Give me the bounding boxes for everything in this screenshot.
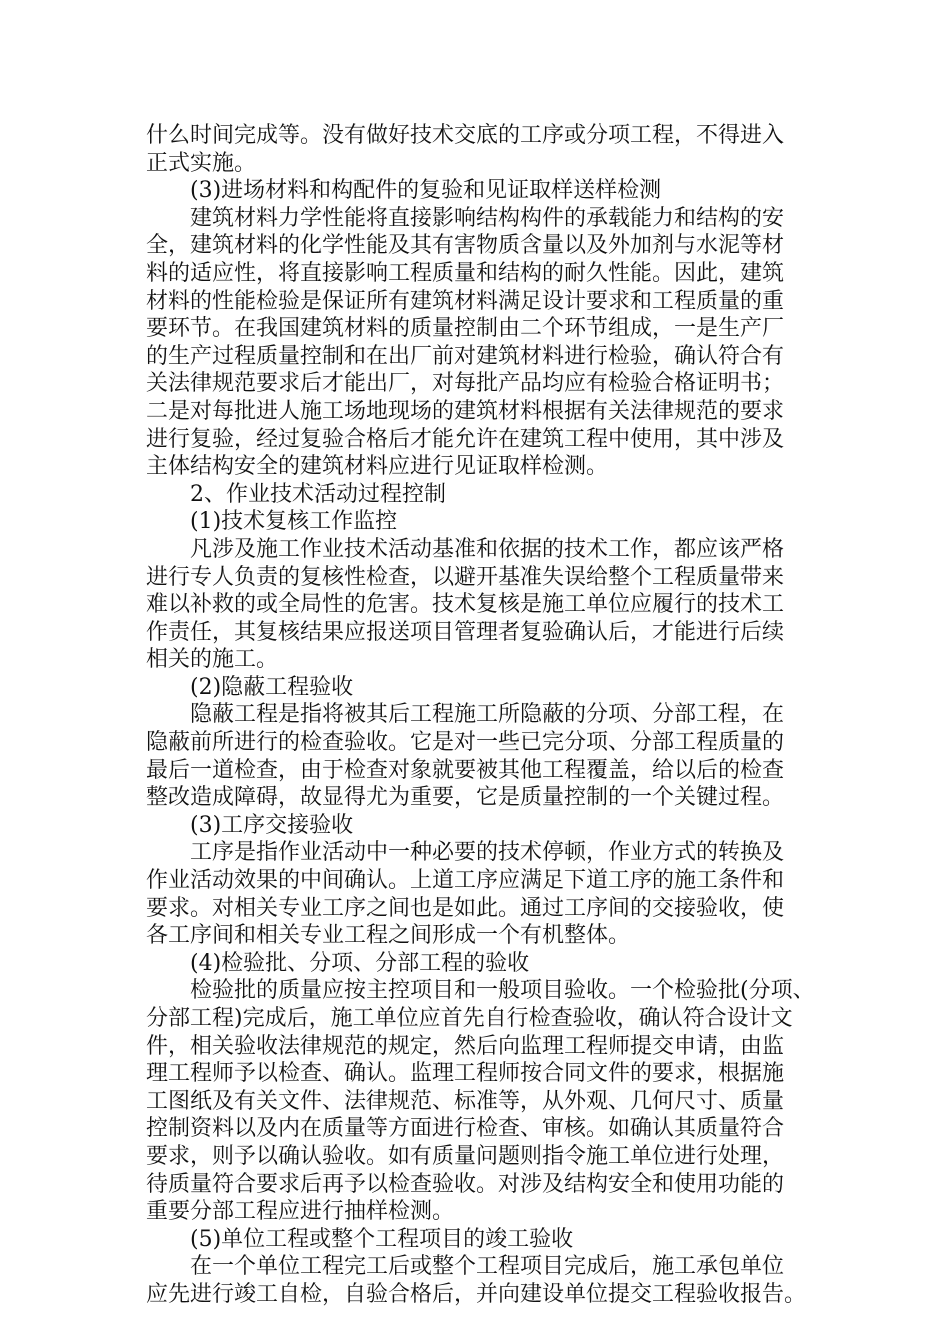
text-line: 待质量符合要求后再予以检查验收。对涉及结构安全和使用功能的 bbox=[146, 1171, 785, 1197]
text-line: 检验批的质量应按主控项目和一般项目验收。一个检验批(分项、 bbox=[190, 978, 815, 1004]
text-line: 的生产过程质量控制和在出厂前对建筑材料进行检验，确认符合有 bbox=[146, 343, 785, 369]
text-line: 要求，则予以确认验收。如有质量问题则指令施工单位进行处理， bbox=[146, 1143, 785, 1169]
text-line: 进行专人负责的复核性检查，以避开基准失误给整个工程质量带来 bbox=[146, 564, 785, 590]
text-line: 主体结构安全的建筑材料应进行见证取样检测。 bbox=[146, 454, 609, 480]
paragraph bbox=[146, 122, 826, 177]
text-line: 要求。对相关专业工序之间也是如此。通过工序间的交接验收，使 bbox=[146, 895, 785, 921]
text-line: (4)检验批、分项、分部工程的验收 bbox=[190, 950, 530, 976]
text-line: 最后一道检查，由于检查对象就要被其他工程覆盖，给以后的检查 bbox=[146, 757, 785, 783]
paragraph bbox=[146, 812, 826, 840]
text-line: 隐蔽前所进行的检查验收。它是对一些已完分项、分部工程质量的 bbox=[146, 730, 785, 756]
text-line: 理工程师予以检查、确认。监理工程师按合同文件的要求，根据施 bbox=[146, 1061, 785, 1087]
text-line: 件，相关验收法律规范的规定，然后向监理工程师提交申请，由监 bbox=[146, 1033, 785, 1059]
text-line: 作业活动效果的中间确认。上道工序应满足下道工序的施工条件和 bbox=[146, 868, 785, 894]
paragraph bbox=[146, 701, 826, 811]
text-line: 建筑材料力学性能将直接影响结构构件的承载能力和结构的安 bbox=[190, 205, 785, 231]
paragraph bbox=[146, 177, 826, 205]
document-body bbox=[146, 122, 826, 1309]
text-line: 工序是指作业活动中一种必要的技术停顿，作业方式的转换及 bbox=[190, 840, 785, 866]
text-line: 整改造成障碍，故显得尤为重要，它是质量控制的一个关键过程。 bbox=[146, 785, 785, 811]
text-line: 在一个单位工程完工后或整个工程项目完成后，施工承包单位 bbox=[190, 1254, 785, 1280]
paragraph bbox=[146, 674, 826, 702]
text-line: (3)工序交接验收 bbox=[190, 812, 354, 838]
paragraph bbox=[146, 977, 826, 1225]
text-line: 应先进行竣工自检，自验合格后，并向建设单位提交工程验收报告。 bbox=[146, 1281, 807, 1307]
text-line: 重要分部工程应进行抽样检测。 bbox=[146, 1199, 455, 1225]
text-line: 相关的施工。 bbox=[146, 647, 279, 673]
text-line: 凡涉及施工作业技术活动基准和依据的技术工作，都应该严格 bbox=[190, 536, 785, 562]
text-line: 材料的性能检验是保证所有建筑材料满足设计要求和工程质量的重 bbox=[146, 288, 785, 314]
text-line: 关法律规范要求后才能出厂，对每批产品均应有检验合格证明书； bbox=[146, 371, 785, 397]
text-line: 正式实施。 bbox=[146, 150, 257, 176]
text-line: 难以补救的或全局性的危害。技术复核是施工单位应履行的技术工 bbox=[146, 592, 785, 618]
text-line: (1)技术复核工作监控 bbox=[190, 509, 398, 535]
text-line: (2)隐蔽工程验收 bbox=[190, 674, 354, 700]
text-line: 二是对每批进人施工场地现场的建筑材料根据有关法律规范的要求 bbox=[146, 398, 785, 424]
paragraph bbox=[146, 1226, 826, 1254]
text-line: 进行复验，经过复验合格后才能允许在建筑工程中使用，其中涉及 bbox=[146, 426, 785, 452]
text-line: 工图纸及有关文件、法律规范、标准等，从外观、几何尺寸、质量 bbox=[146, 1088, 785, 1114]
text-line: 2、作业技术活动过程控制 bbox=[190, 481, 446, 507]
text-line: 控制资料以及内在质量等方面进行检查、审核。如确认其质量符合 bbox=[146, 1116, 785, 1142]
text-line: 作责任，其复核结果应报送项目管理者复验确认后，才能进行后续 bbox=[146, 619, 785, 645]
text-line: 什么时间完成等。没有做好技术交底的工序或分项工程，不得进入 bbox=[146, 123, 785, 148]
paragraph bbox=[146, 508, 826, 536]
text-line: 全，建筑材料的化学性能及其有害物质含量以及外加剂与水泥等材 bbox=[146, 233, 785, 259]
paragraph bbox=[146, 481, 826, 509]
text-line: (3)进场材料和构配件的复验和见证取样送样检测 bbox=[190, 178, 662, 204]
text-line: 各工序间和相关专业工程之间形成一个有机整体。 bbox=[146, 923, 631, 949]
text-line: 分部工程)完成后，施工单位应首先自行检查验收，确认符合设计文 bbox=[146, 1006, 793, 1031]
text-line: 隐蔽工程是指将被其后工程施工所隐蔽的分项、分部工程，在 bbox=[190, 702, 785, 728]
paragraph bbox=[146, 1253, 826, 1308]
paragraph bbox=[146, 950, 826, 978]
text-line: (5)单位工程或整个工程项目的竣工验收 bbox=[190, 1226, 574, 1252]
text-line: 要环节。在我国建筑材料的质量控制由二个环节组成，一是生产厂 bbox=[146, 316, 785, 342]
paragraph bbox=[146, 205, 826, 481]
paragraph bbox=[146, 839, 826, 949]
text-line: 料的适应性，将直接影响工程质量和结构的耐久性能。因此，建筑 bbox=[146, 260, 785, 286]
paragraph bbox=[146, 536, 826, 674]
